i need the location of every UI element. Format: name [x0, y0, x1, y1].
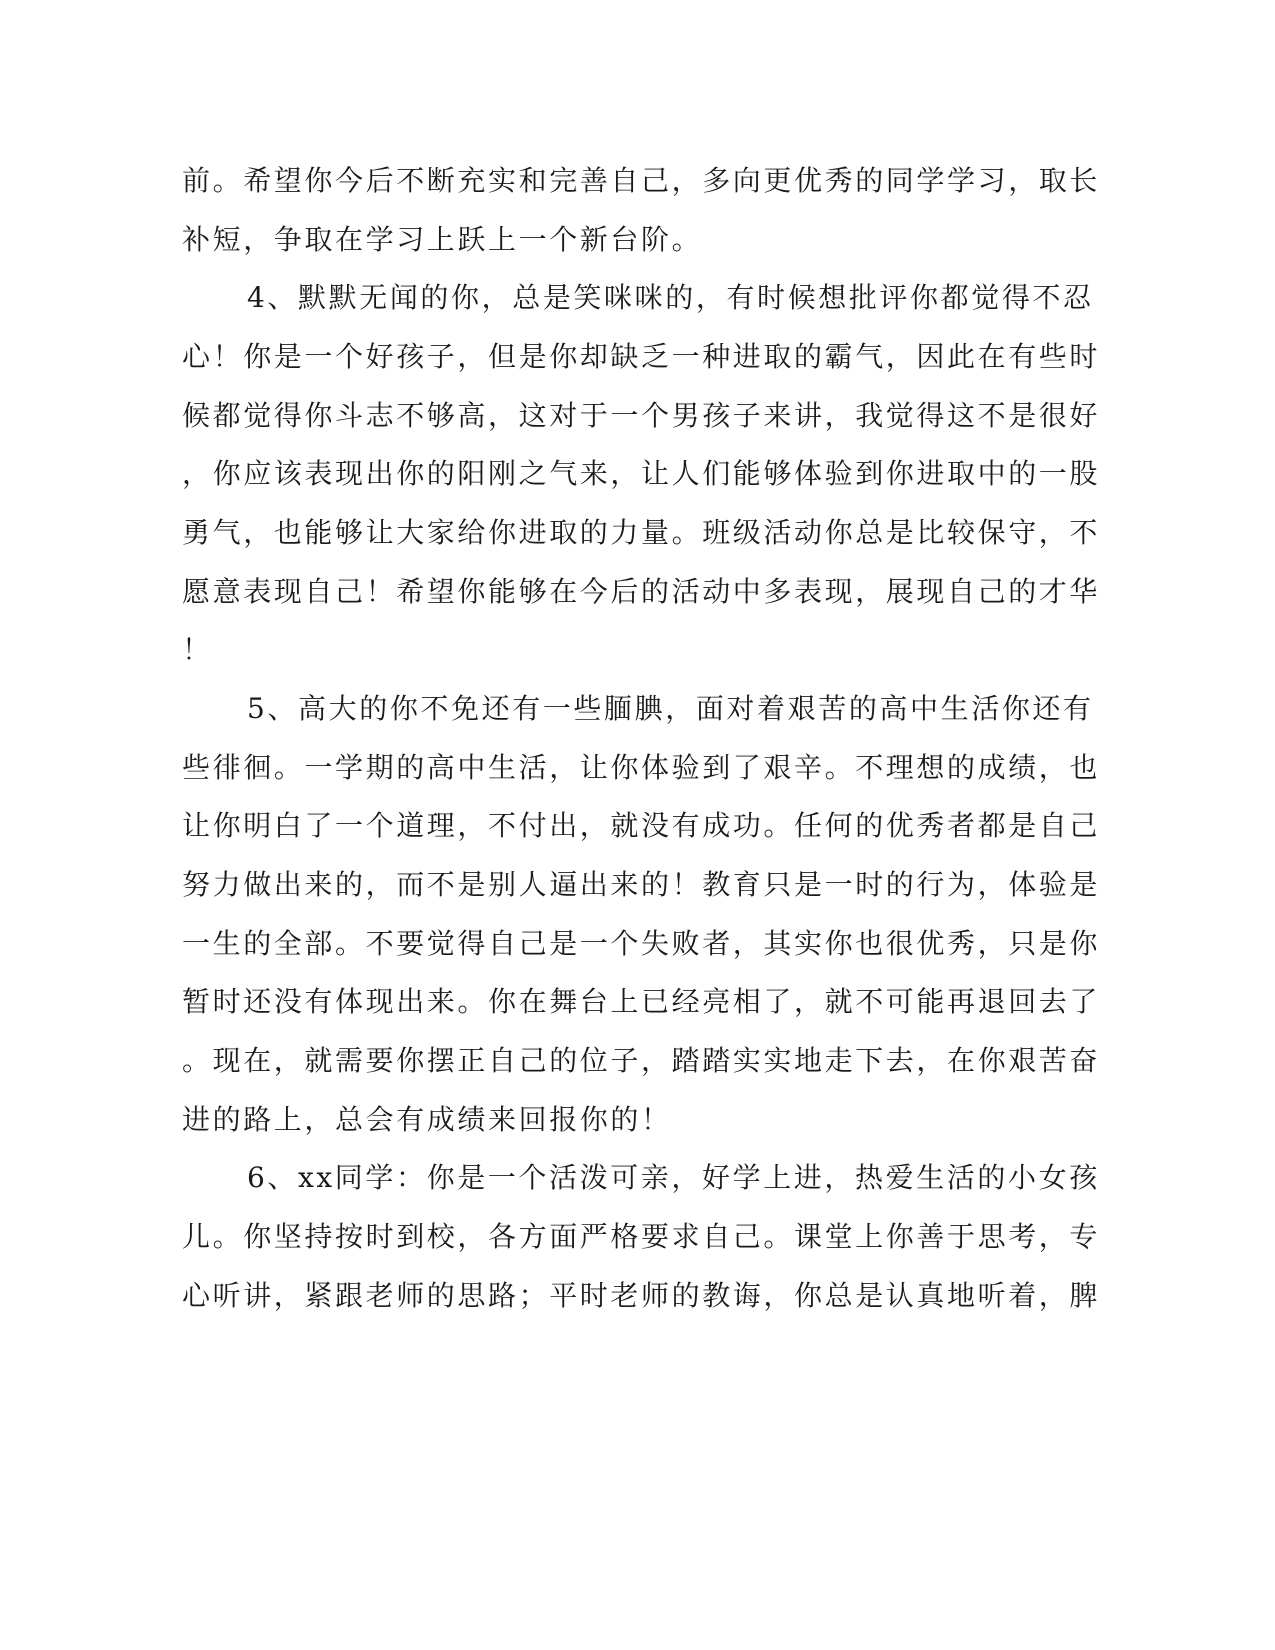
paragraph-6-start: 6、xx同学：你是一个活泼可亲，好学上进，热爱生活的小女孩 [247, 1161, 1100, 1194]
text-line: 一生的全部。不要觉得自己是一个失败者，其实你也很优秀，只是你 [182, 927, 1101, 960]
text-line: 儿。你坚持按时到校，各方面严格要求自己。课堂上你善于思考，专 [182, 1220, 1101, 1253]
text-line: 愿意表现自己！希望你能够在今后的活动中多表现，展现自己的才华 [182, 575, 1101, 608]
text-line: 前。希望你今后不断充实和完善自己，多向更优秀的同学学习，取长 [182, 164, 1101, 197]
text-line: 心！你是一个好孩子，但是你却缺乏一种进取的霸气，因此在有些时 [182, 340, 1101, 373]
text-line: 候都觉得你斗志不够高，这对于一个男孩子来讲，我觉得这不是很好 [182, 399, 1101, 432]
text-line: 些徘徊。一学期的高中生活，让你体验到了艰辛。不理想的成绩，也 [182, 751, 1101, 784]
text-line: 努力做出来的，而不是别人逼出来的！教育只是一时的行为，体验是 [182, 868, 1101, 901]
text-line: 勇气，也能够让大家给你进取的力量。班级活动你总是比较保守，不 [182, 516, 1101, 549]
text-line: ，你应该表现出你的阳刚之气来，让人们能够体验到你进取中的一股 [182, 457, 1101, 490]
text-line: 暂时还没有体现出来。你在舞台上已经亮相了，就不可能再退回去了 [182, 985, 1101, 1018]
text-line: 。现在，就需要你摆正自己的位子，踏踏实实地走下去，在你艰苦奋 [182, 1044, 1101, 1077]
text-line: 让你明白了一个道理，不付出，就没有成功。任何的优秀者都是自己 [182, 809, 1101, 842]
paragraph-5-start: 5、高大的你不免还有一些腼腆，面对着艰苦的高中生活你还有 [247, 692, 1094, 725]
text-line: 补短，争取在学习上跃上一个新台阶。 [182, 223, 703, 256]
text-line: ！ [182, 633, 213, 666]
text-line: 进的路上，总会有成绩来回报你的！ [182, 1103, 672, 1136]
text-line: 心听讲，紧跟老师的思路；平时老师的教诲，你总是认真地听着，脾 [182, 1279, 1101, 1312]
paragraph-4-start: 4、默默无闻的你，总是笑咪咪的，有时候想批评你都觉得不忍 [247, 281, 1094, 314]
